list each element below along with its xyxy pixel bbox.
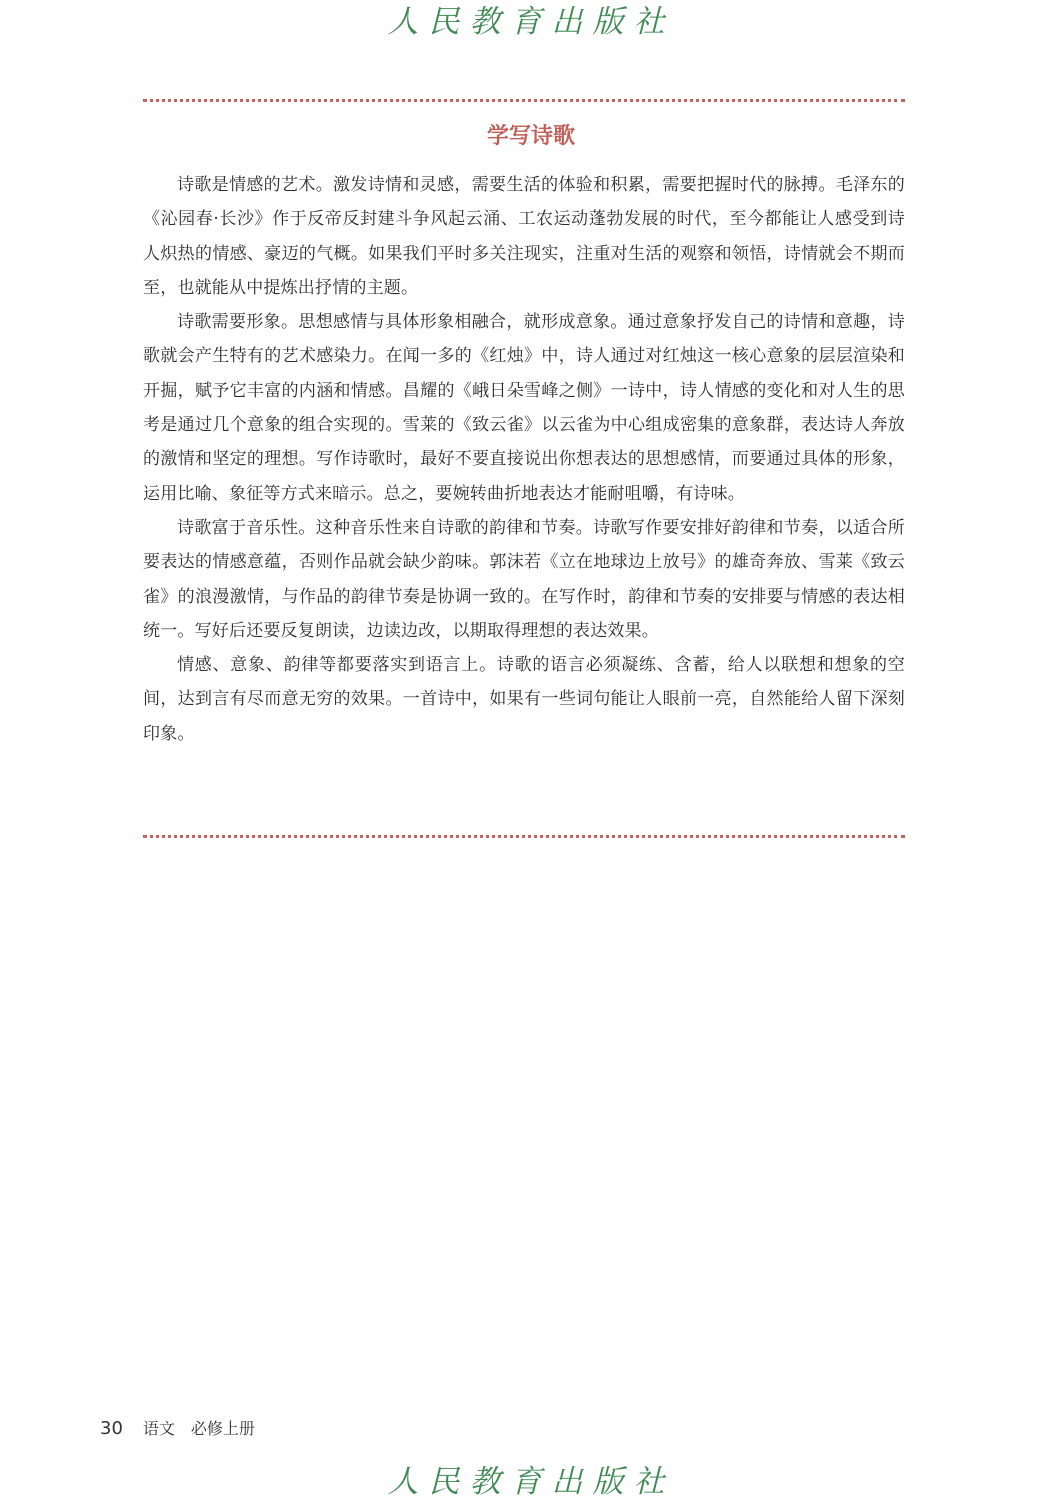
paragraph: 诗歌需要形象。思想感情与具体形象相融合，就形成意象。通过意象抒发自己的诗情和意趣，诗歌就会产生特有的艺术感染力。在闻一多的《红烛》中，诗人通过对红烛这一核心意象的层层渲染和开掘，赋予它丰富的内涵和情感。昌耀的《峨日朵雪峰之侧》一诗中，诗人情感的变化和对人生的思考是通过几个意象的组合实现的。雪莱的《致云雀》以云雀为中心组成密集的意象群，表达诗人奔放的激情和坚定的理想。写作诗歌时，最好不要直接说出你想表达的思想感情，而要通过具体的形象，运用比喻、象征等方式来暗示。总之，要婉转曲折地表达才能耐咀嚼，有诗味。 <box>143 312 905 504</box>
article-body <box>143 168 905 751</box>
paragraph: 诗歌是情感的艺术。激发诗情和灵感，需要生活的体验和积累，需要把握时代的脉搏。毛泽东的《沁园春·长沙》作于反帝反封建斗争风起云涌、工农运动蓬勃发展的时代，至今都能让人感受到诗人炽热的情感、豪迈的气概。如果我们平时多关注现实，注重对生活的观察和领悟，诗情就会不期而至，也就能从中提炼出抒情的主题。 <box>143 175 905 298</box>
section-title: 学写诗歌 <box>486 124 575 149</box>
dotted-divider-bottom <box>143 835 905 838</box>
page-footer <box>100 1418 255 1440</box>
volume-label: 必修上册 <box>190 1419 255 1438</box>
publisher-watermark-top: 人民教育出版社 <box>387 4 675 40</box>
paragraph: 情感、意象、韵律等都要落实到语言上。诗歌的语言必须凝练、含蓄，给人以联想和想象的空间，达到言有尽而意无穷的效果。一首诗中，如果有一些词句能让人眼前一亮，自然能给人留下深刻印象。 <box>143 655 905 744</box>
page-number: 30 <box>100 1418 123 1439</box>
dotted-divider-top <box>143 99 905 102</box>
publisher-watermark-bottom: 人民教育出版社 <box>387 1464 675 1500</box>
paragraph: 诗歌富于音乐性。这种音乐性来自诗歌的韵律和节奏。诗歌写作要安排好韵律和节奏，以适合所要表达的情感意蕴，否则作品就会缺少韵味。郭沫若《立在地球边上放号》的雄奇奔放、雪莱《致云雀》的浪漫激情，与作品的韵律节奏是协调一致的。在写作时，韵律和节奏的安排要与情感的表达相统一。写好后还要反复朗读，边读边改，以期取得理想的表达效果。 <box>143 517 905 641</box>
subject-label: 语文 <box>142 1419 175 1438</box>
